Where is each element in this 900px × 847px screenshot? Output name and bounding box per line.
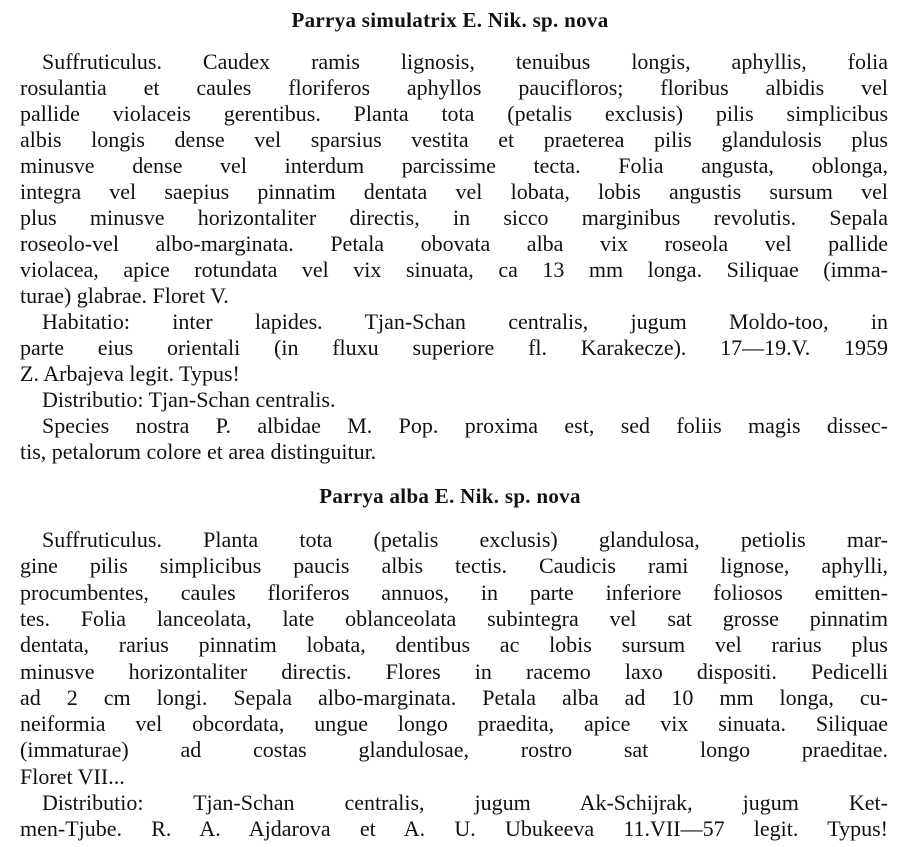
text-line: albis longis dense vel sparsius vestita et praeterea pilis glandulosis plus bbox=[20, 127, 888, 152]
text-line: Suffruticulus. Planta tota (petalis exclusis) glandulosa, petiolis mar- bbox=[42, 527, 888, 552]
species-heading: Parrya simulatrix E. Nik. sp. nova bbox=[291, 8, 609, 32]
text-line: integra vel saepius pinnatim dentata vel lobata, lobis angustis sursum vel bbox=[20, 179, 888, 204]
text-line: minusve dense vel interdum parcissime tecta. Folia angusta, oblonga, bbox=[20, 153, 888, 178]
text-line: ad 2 cm longi. Sepala albo-marginata. Petala alba ad 10 mm longa, cu- bbox=[20, 684, 888, 710]
text-line: dentata, rarius pinnatim lobata, dentibus ac lobis sursum vel rarius plus bbox=[20, 632, 888, 658]
text-line: gine pilis simplicibus paucis albis tectis. Caudicis rami lignose, aphylli, bbox=[20, 553, 888, 579]
text-line: roseolo-vel albo-marginata. Petala obovata alba vix roseola vel pallide bbox=[20, 231, 888, 256]
text-line: men-Tjube. R. A. Ajdarova et A. U. Ubukeeva 11.VII—57 legit. Typus! bbox=[20, 816, 888, 842]
text-line: plus minusve horizontaliter directis, in sicco marginibus revolutis. Sepala bbox=[20, 205, 888, 230]
text-line: (immaturae) ad costas glandulosae, rostro sat longo praeditae. bbox=[20, 737, 888, 763]
text-line: Distributio: Tjan-Schan centralis. bbox=[42, 387, 336, 412]
text-line: pallide violaceis gerentibus. Planta tota (petalis exclusis) pilis simplicibus bbox=[20, 101, 888, 126]
text-line: Distributio: Tjan-Schan centralis, jugum Ak-Schijrak, jugum Ket- bbox=[42, 790, 888, 815]
text-line: Floret VII... bbox=[20, 763, 125, 789]
text-line: rosulantia et caules floriferos aphyllos paucifloros; floribus albidis vel bbox=[20, 75, 888, 100]
text-line: neiformia vel obcordata, ungue longo praedita, apice vix sinuata. Siliquae bbox=[20, 711, 888, 737]
text-line: tes. Folia lanceolata, late oblanceolata subintegra vel sat grosse pinnatim bbox=[20, 605, 888, 631]
text-line: procumbentes, caules floriferos annuos, in parte inferiore foliosos emitten- bbox=[20, 579, 888, 605]
species-heading: Parrya alba E. Nik. sp. nova bbox=[319, 484, 581, 508]
text-line: parte eius orientali (in fluxu superiore fl. Karakecze). 17—19.V. 1959 bbox=[20, 335, 888, 360]
text-line: tis, petalorum colore et area distinguitur. bbox=[20, 439, 377, 464]
text-line: Z. Arbajeva legit. Typus! bbox=[20, 361, 240, 386]
text-line: Habitatio: inter lapides. Tjan-Schan centralis, jugum Moldo-too, in bbox=[42, 309, 888, 334]
text-line: Suffruticulus. Caudex ramis lignosis, tenuibus longis, aphyllis, folia bbox=[42, 49, 888, 74]
text-line: violacea, apice rotundata vel vix sinuata, ca 13 mm longa. Siliquae (imma- bbox=[20, 257, 888, 282]
text-line: Species nostra P. albidae M. Pop. proxima est, sed foliis magis dissec- bbox=[42, 413, 888, 438]
text-line: minusve horizontaliter directis. Flores in racemo laxo dispositi. Pedicelli bbox=[20, 658, 888, 684]
text-line: turae) glabrae. Floret V. bbox=[20, 283, 229, 308]
